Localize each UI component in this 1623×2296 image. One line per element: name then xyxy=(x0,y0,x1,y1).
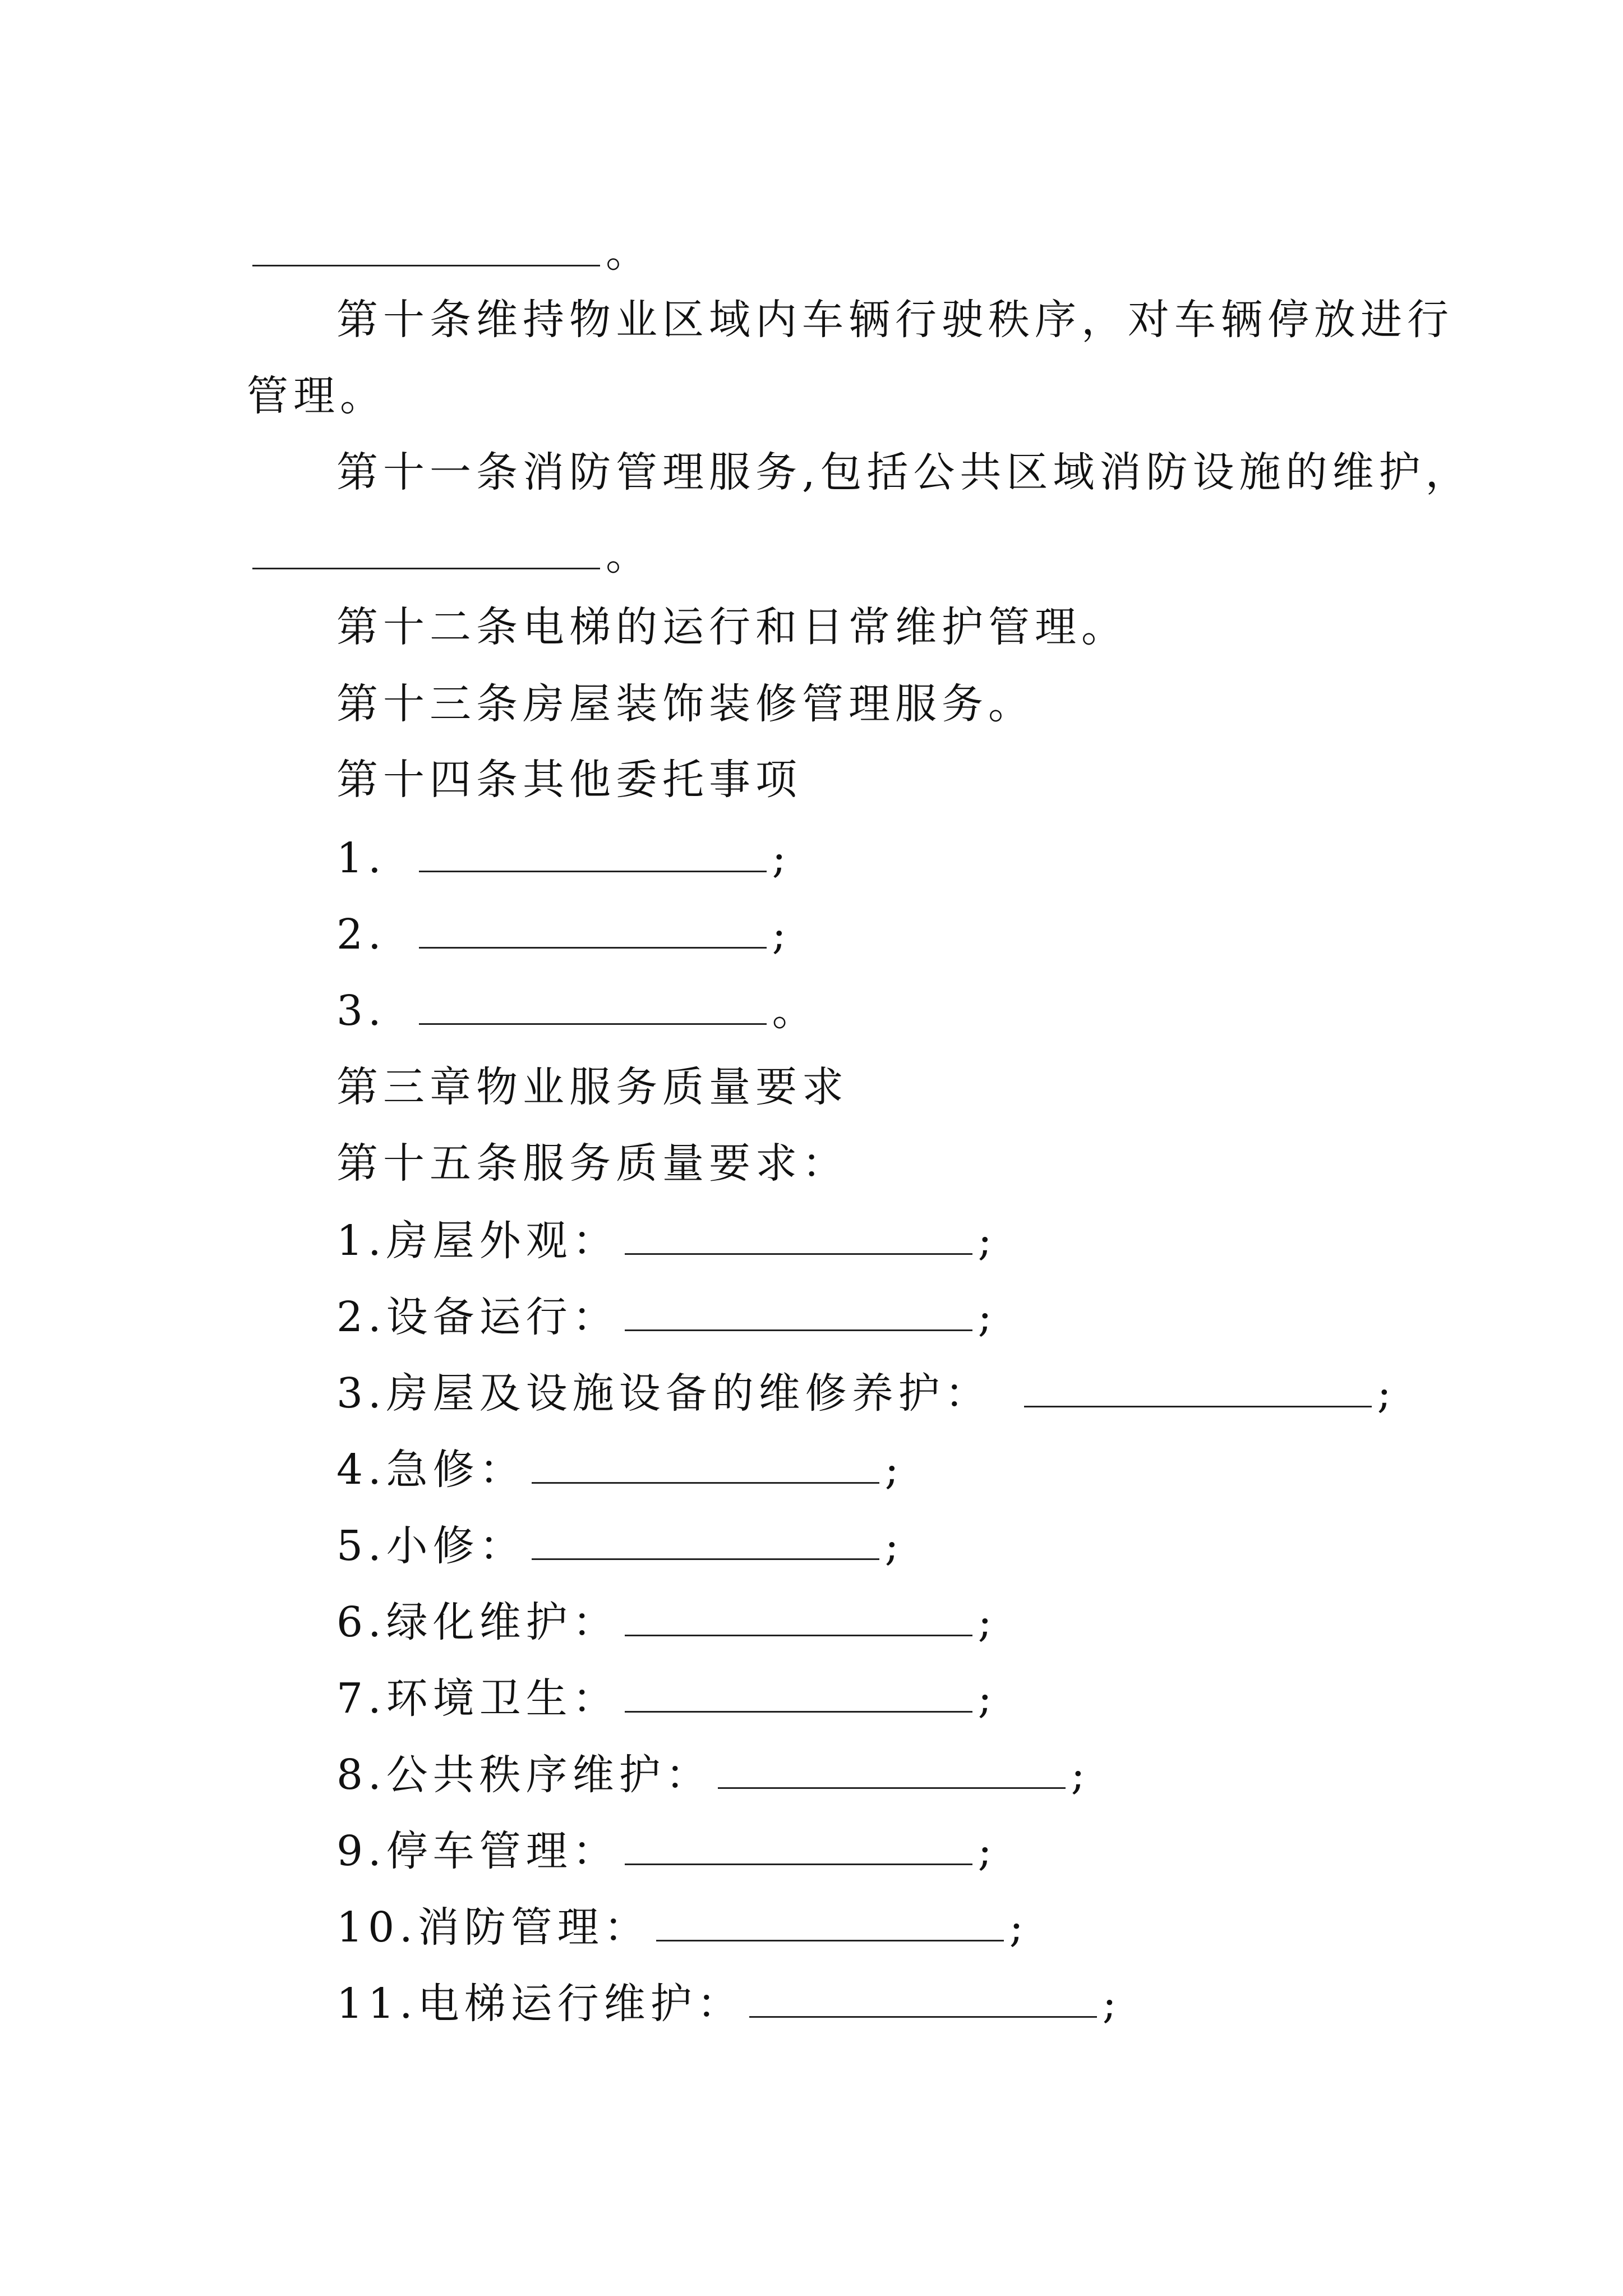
item-label: 2.设备运行： xyxy=(336,1293,619,1341)
quality-item-8 xyxy=(336,1747,1090,1803)
item-label: 4.急修： xyxy=(336,1446,526,1494)
article-14-item-1 xyxy=(336,830,791,886)
quality-item-6 xyxy=(336,1594,997,1650)
quality-item-5 xyxy=(336,1518,904,1574)
blank-field[interactable] xyxy=(532,1447,879,1484)
punctuation: ; xyxy=(978,1217,997,1265)
article-10-line-1: 第十条维持物业区域内车辆行驶秩序，对车辆停放进行 xyxy=(336,296,1454,344)
article-12: 第十二条电梯的运行和日常维护管理。 xyxy=(336,603,1128,651)
quality-item-2 xyxy=(336,1289,997,1345)
article-14-item-2 xyxy=(336,907,791,963)
punctuation: ; xyxy=(978,1827,997,1875)
article-11-line-2 xyxy=(247,527,652,583)
fill-line-1 xyxy=(247,224,652,280)
blank-field[interactable] xyxy=(718,1752,1066,1789)
item-label: 6.绿化维护： xyxy=(336,1598,619,1646)
item-number: 3. xyxy=(336,987,386,1035)
punctuation: 。 xyxy=(772,987,819,1035)
quality-item-9 xyxy=(336,1823,997,1879)
punctuation: 。 xyxy=(606,228,652,277)
article-11-line-1: 第十一条消防管理服务,包括公共区域消防设施的维护， xyxy=(336,448,1472,496)
chapter-3-heading: 第三章物业服务质量要求 xyxy=(336,1063,849,1111)
punctuation: ; xyxy=(1009,1903,1029,1952)
article-14: 第十四条其他委托事项 xyxy=(336,756,802,804)
blank-field[interactable] xyxy=(749,1981,1097,2018)
quality-item-10 xyxy=(336,1899,1029,1955)
punctuation: ; xyxy=(1377,1369,1396,1418)
item-label: 8.公共秩序维护： xyxy=(336,1751,712,1799)
punctuation: ; xyxy=(1102,1980,1122,2028)
item-label: 9.停车管理： xyxy=(336,1827,619,1875)
blank-field[interactable] xyxy=(656,1905,1004,1941)
blank-field[interactable] xyxy=(625,1676,972,1713)
punctuation: ; xyxy=(772,910,791,959)
article-10-line-2: 管理。 xyxy=(247,372,386,420)
blank-field[interactable] xyxy=(252,533,600,569)
punctuation: ; xyxy=(978,1674,997,1723)
blank-field[interactable] xyxy=(625,1829,972,1865)
punctuation: 。 xyxy=(606,531,652,579)
quality-item-1 xyxy=(336,1213,997,1269)
quality-item-7 xyxy=(336,1671,997,1727)
blank-field[interactable] xyxy=(419,988,767,1025)
item-label: 10.消防管理： xyxy=(336,1903,651,1952)
article-13: 第十三条房屋装饰装修管理服务。 xyxy=(336,680,1035,728)
punctuation: ; xyxy=(978,1293,997,1341)
item-label: 3.房屋及设施设备的维修养护： xyxy=(336,1369,992,1418)
item-label: 5.小修： xyxy=(336,1522,526,1570)
blank-field[interactable] xyxy=(625,1218,972,1255)
item-label: 1.房屋外观： xyxy=(336,1217,619,1265)
blank-field[interactable] xyxy=(252,230,600,266)
blank-field[interactable] xyxy=(419,912,767,949)
item-label: 7.环境卫生： xyxy=(336,1674,619,1723)
article-15: 第十五条服务质量要求： xyxy=(336,1139,849,1188)
blank-field[interactable] xyxy=(1024,1371,1372,1407)
article-14-item-3 xyxy=(336,983,819,1039)
punctuation: ; xyxy=(884,1522,904,1570)
blank-field[interactable] xyxy=(625,1600,972,1636)
quality-item-3 xyxy=(336,1365,1396,1421)
item-label: 11.电梯运行维护： xyxy=(336,1980,744,2028)
quality-item-11 xyxy=(336,1976,1122,2032)
blank-field[interactable] xyxy=(419,836,767,872)
punctuation: ; xyxy=(884,1446,904,1494)
quality-item-4 xyxy=(336,1442,904,1498)
blank-field[interactable] xyxy=(532,1524,879,1560)
item-number: 2. xyxy=(336,910,386,959)
blank-field[interactable] xyxy=(625,1295,972,1331)
item-number: 1. xyxy=(336,834,386,882)
punctuation: ; xyxy=(978,1598,997,1646)
punctuation: ; xyxy=(1071,1751,1090,1799)
punctuation: ; xyxy=(772,834,791,882)
